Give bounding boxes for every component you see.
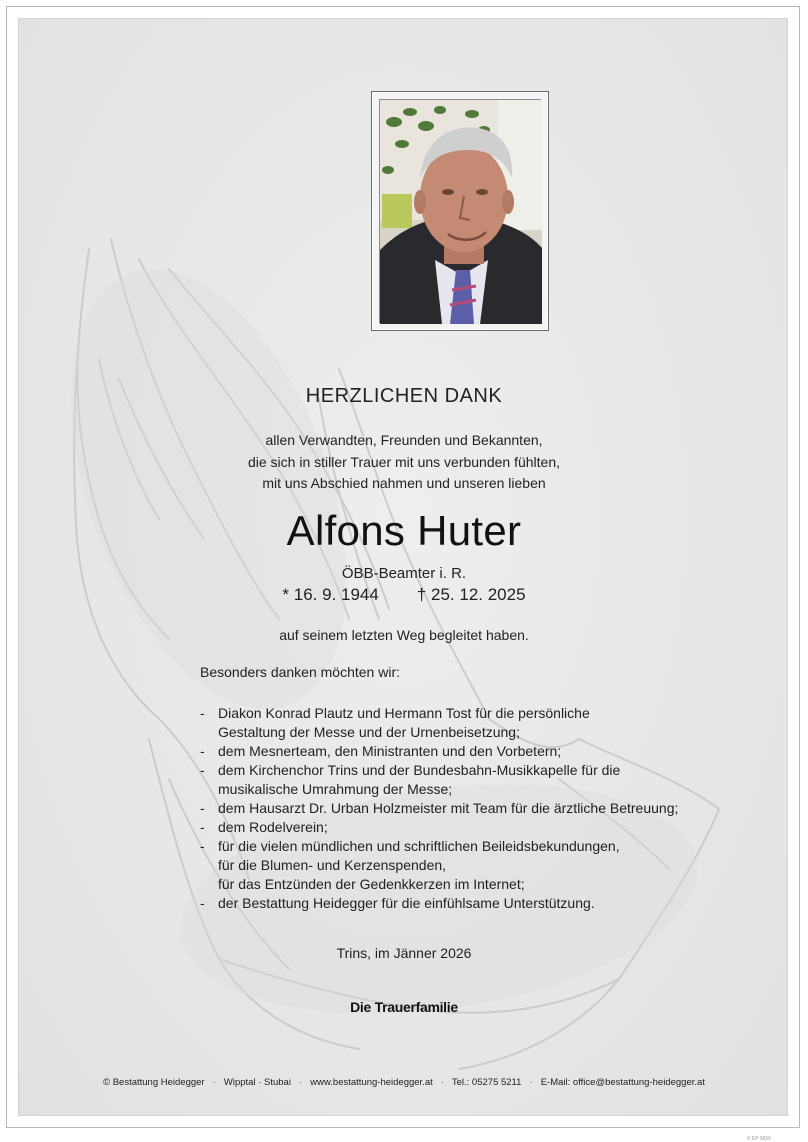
thanks-line: für die vielen mündlichen und schriftlichen Beileidsbekundungen, bbox=[218, 838, 620, 854]
intro-line: die sich in stiller Trauer mit uns verbunden fühlten, bbox=[247, 453, 561, 470]
intro-text bbox=[19, 430, 789, 495]
footer-email-link[interactable]: E-Mail: office@bestattung-heidegger.at bbox=[540, 1077, 705, 1088]
thanks-line: der Bestattung Heidegger für die einfühlsame Unterstützung. bbox=[218, 895, 595, 911]
obituary-card bbox=[18, 18, 788, 1142]
life-dates bbox=[19, 585, 789, 605]
footer-copyright: © Bestattung Heidegger bbox=[103, 1077, 205, 1088]
death-date: † 25. 12. 2025 bbox=[416, 585, 526, 604]
thanks-line: dem Kirchenchor Trins und der Bundesbahn-Musikkapelle für die bbox=[218, 762, 621, 778]
birth-date: * 16. 9. 1944 bbox=[282, 585, 379, 604]
thanks-line: für das Entzünden der Gedenkkerzen im Internet; bbox=[218, 876, 525, 892]
family-signature: Die Trauerfamilie bbox=[350, 999, 458, 1015]
thanks-line: Diakon Konrad Plautz und Hermann Tost für die persönliche bbox=[218, 705, 590, 721]
card-title: HERZLICHEN DANK bbox=[305, 385, 503, 407]
thanks-list bbox=[200, 704, 678, 913]
footer-phone: Tel.: 05275 5211 bbox=[451, 1077, 522, 1088]
thanks-item: - dem Hausarzt Dr. Urban Holzmeister mit Team für die ärztliche Betreuung; bbox=[200, 800, 679, 816]
thanks-item: - dem Mesnerteam, den Ministranten und den Vorbetern; bbox=[200, 743, 562, 759]
thanks-line: für die Blumen- und Kerzenspenden, bbox=[218, 857, 447, 873]
thanks-item: - für die vielen mündlichen und schriftlichen Beileidsbekundungen, für die Blumen- und Kerzenspenden, für das Entzünden der Gedenkkerzen im Internet; bbox=[200, 837, 678, 894]
portrait-illustration bbox=[380, 100, 542, 324]
print-code: © EP 9656 bbox=[746, 1136, 771, 1142]
thanks-intro: Besonders danken möchten wir: bbox=[200, 664, 400, 680]
footer-website-link[interactable]: www.bestattung-heidegger.at bbox=[310, 1077, 433, 1088]
thanks-line: dem Rodelverein; bbox=[218, 819, 328, 835]
thanks-line: musikalische Umrahmung der Messe; bbox=[218, 781, 453, 797]
thanks-item: - Diakon Konrad Plautz und Hermann Tost für die persönliche Gestaltung der Messe und der Urnenbeisetzung; bbox=[200, 704, 678, 742]
footer: © Bestattung Heidegger · Wipptal · Stubai · www.bestattung-heidegger.at · Tel.: 05275 5211 · E-Mail: office@bestattung-heidegger.at bbox=[103, 1077, 705, 1088]
thanks-item: - der Bestattung Heidegger für die einfühlsame Unterstützung. bbox=[200, 895, 595, 911]
deceased-name: Alfons Huter bbox=[286, 507, 522, 554]
thanks-line: dem Hausarzt Dr. Urban Holzmeister mit Team für die ärztliche Betreuung; bbox=[218, 800, 679, 816]
occupation: ÖBB-Beamter i. R. bbox=[341, 565, 467, 582]
portrait-photo bbox=[379, 99, 541, 323]
thanks-item: - dem Rodelverein; bbox=[200, 819, 328, 835]
place-date: Trins, im Jänner 2026 bbox=[336, 945, 472, 961]
intro-line: mit uns Abschied nahmen und unseren lieben bbox=[262, 475, 546, 491]
footer-region: Wipptal · Stubai bbox=[223, 1077, 291, 1088]
accompanied-text: auf seinem letzten Weg begleitet haben. bbox=[279, 627, 529, 643]
portrait-frame bbox=[371, 91, 549, 331]
intro-line: allen Verwandten, Freunden und Bekannten, bbox=[265, 432, 543, 448]
thanks-line: Gestaltung der Messe und der Urnenbeisetzung; bbox=[218, 724, 520, 740]
thanks-item: - dem Kirchenchor Trins und der Bundesbahn-Musikkapelle für die musikalische Umrahmung der Messe; bbox=[200, 761, 678, 799]
thanks-line: dem Mesnerteam, den Ministranten und den Vorbetern; bbox=[218, 743, 562, 759]
